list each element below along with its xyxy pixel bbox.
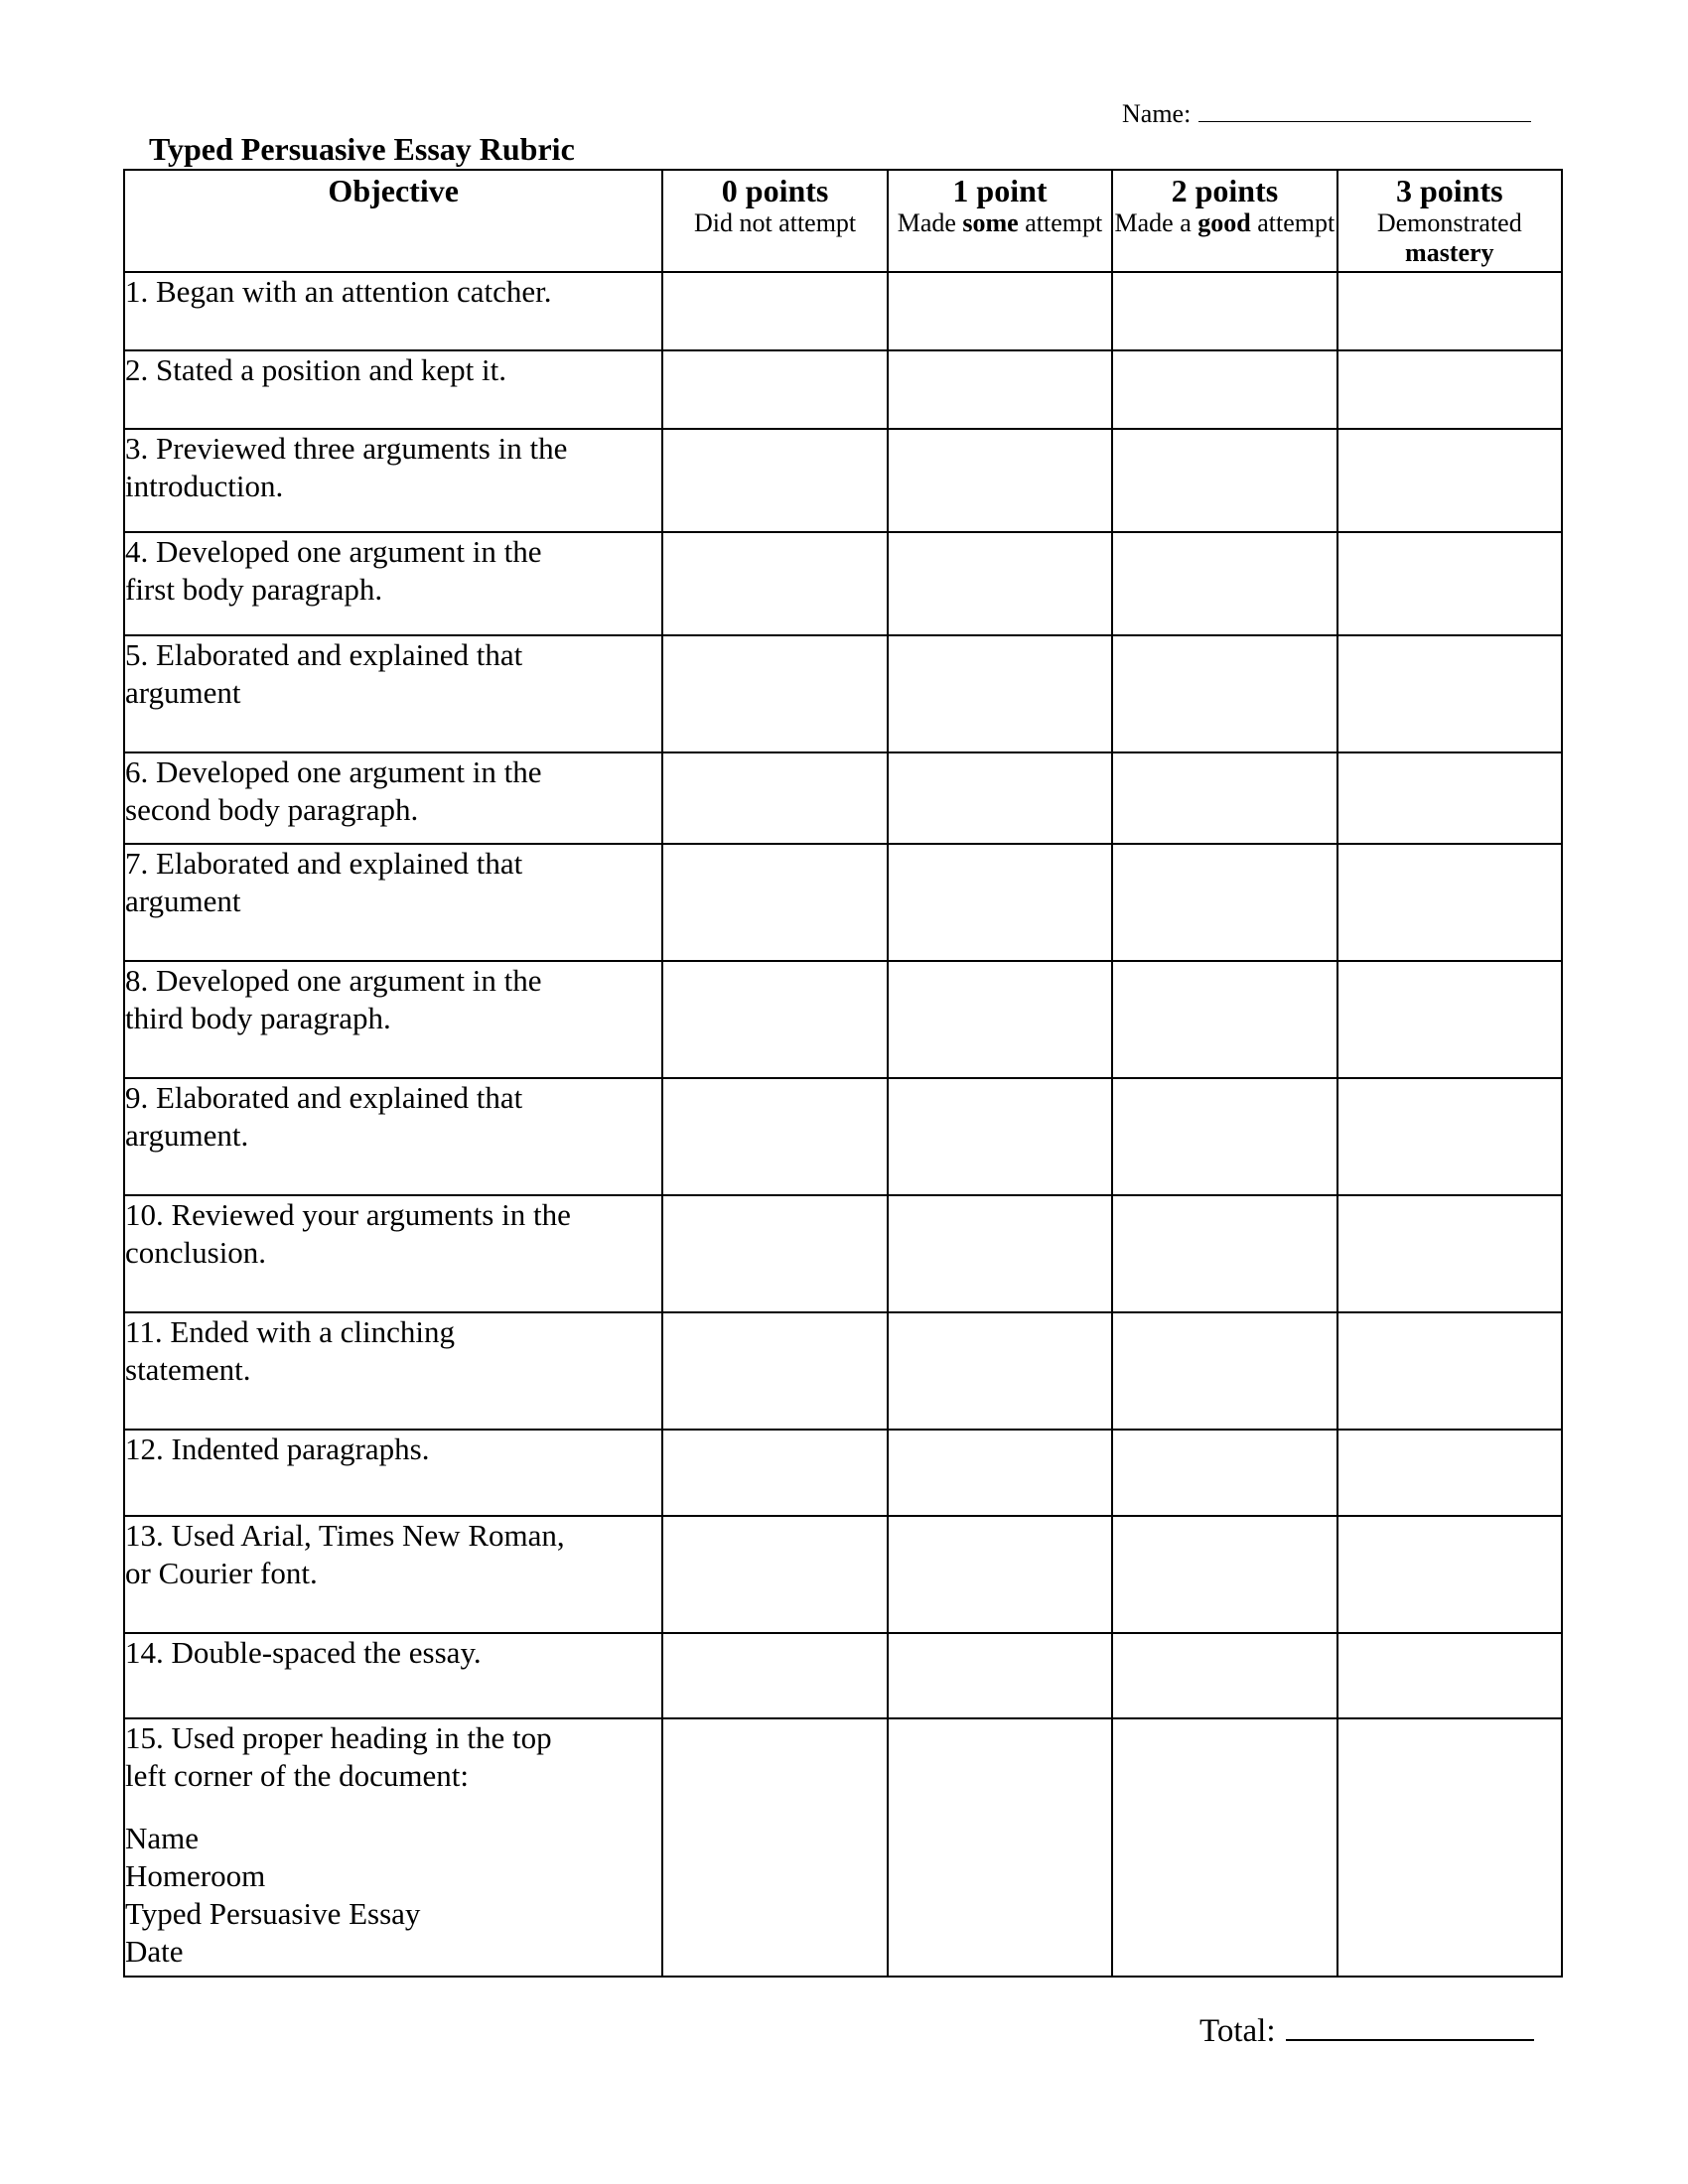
table-row (124, 1195, 1562, 1312)
score-cell-3-points[interactable] (1337, 1195, 1562, 1312)
score-cell-2-points[interactable] (1112, 635, 1336, 752)
score-cell-1-points[interactable] (888, 752, 1112, 844)
score-cell-2-points[interactable] (1112, 1718, 1336, 1977)
objective-text: Homeroom (125, 1858, 266, 1893)
score-cell-2-points[interactable] (1112, 272, 1336, 350)
score-cell-1-points[interactable] (888, 1718, 1112, 1977)
objective-cell (124, 961, 662, 1078)
score-cell-0-points[interactable] (662, 844, 887, 961)
score-cell-2-points[interactable] (1112, 961, 1336, 1078)
score-cell-0-points[interactable] (662, 1633, 887, 1718)
objective-cell (124, 1633, 662, 1718)
total-blank-line[interactable] (1286, 2013, 1534, 2041)
score-cell-3-points[interactable] (1337, 1312, 1562, 1430)
objective-text: 12. Indented paragraphs. (125, 1432, 430, 1466)
objective-text: 15. Used proper heading in the top (125, 1720, 552, 1755)
objective-text: conclusion. (125, 1235, 267, 1270)
score-cell-3-points[interactable] (1337, 429, 1562, 532)
objective-cell (124, 1078, 662, 1195)
column-description (1113, 208, 1336, 238)
description-emphasis: some (962, 208, 1019, 237)
objective-text: 14. Double-spaced the essay. (125, 1635, 482, 1670)
column-description (1338, 208, 1561, 268)
objective-cell (124, 844, 662, 961)
description-text: attempt (1018, 208, 1103, 237)
score-cell-1-points[interactable] (888, 1633, 1112, 1718)
objective-text: or Courier font. (125, 1556, 318, 1590)
score-cell-0-points[interactable] (662, 272, 887, 350)
column-title: 1 point (952, 173, 1048, 208)
objective-text: 5. Elaborated and explained that (125, 637, 523, 672)
score-cell-1-points[interactable] (888, 1430, 1112, 1516)
objective-cell (124, 272, 662, 350)
description-text: Made a (1114, 208, 1198, 237)
score-cell-1-points[interactable] (888, 1516, 1112, 1633)
score-cell-3-points[interactable] (1337, 1718, 1562, 1977)
table-row (124, 961, 1562, 1078)
score-cell-1-points[interactable] (888, 532, 1112, 635)
column-header-4 (1337, 170, 1562, 272)
score-cell-2-points[interactable] (1112, 350, 1336, 429)
objective-text: 8. Developed one argument in the (125, 963, 542, 998)
score-cell-0-points[interactable] (662, 1718, 887, 1977)
column-header-2 (888, 170, 1112, 272)
score-cell-2-points[interactable] (1112, 429, 1336, 532)
objective-text: 10. Reviewed your arguments in the (125, 1197, 571, 1232)
table-row (124, 752, 1562, 844)
objective-text: argument (125, 675, 241, 710)
table-row (124, 635, 1562, 752)
score-cell-3-points[interactable] (1337, 1078, 1562, 1195)
objective-text: 11. Ended with a clinching (125, 1314, 456, 1349)
score-cell-1-points[interactable] (888, 961, 1112, 1078)
description-emphasis: good (1197, 208, 1251, 237)
description-text: Made (897, 208, 963, 237)
table-row (124, 532, 1562, 635)
objective-text: Name (125, 1821, 200, 1855)
column-description (663, 208, 886, 238)
score-cell-3-points[interactable] (1337, 1633, 1562, 1718)
score-cell-0-points[interactable] (662, 1430, 887, 1516)
score-cell-0-points[interactable] (662, 350, 887, 429)
objective-text: second body paragraph. (125, 792, 419, 827)
score-cell-2-points[interactable] (1112, 1516, 1336, 1633)
objective-text: 6. Developed one argument in the (125, 754, 542, 789)
score-cell-0-points[interactable] (662, 532, 887, 635)
table-row (124, 350, 1562, 429)
objective-text: left corner of the document: (125, 1758, 470, 1793)
rubric-table (123, 169, 1563, 1978)
score-cell-1-points[interactable] (888, 635, 1112, 752)
score-cell-1-points[interactable] (888, 1312, 1112, 1430)
objective-cell (124, 1195, 662, 1312)
score-cell-2-points[interactable] (1112, 532, 1336, 635)
score-cell-3-points[interactable] (1337, 961, 1562, 1078)
objective-text: 3. Previewed three arguments in the (125, 431, 568, 466)
name-blank-line[interactable] (1198, 99, 1531, 122)
score-cell-0-points[interactable] (662, 635, 887, 752)
score-cell-0-points[interactable] (662, 752, 887, 844)
objective-text: 2. Stated a position and kept it. (125, 352, 507, 387)
column-header-3 (1112, 170, 1336, 272)
score-cell-2-points[interactable] (1112, 752, 1336, 844)
score-cell-0-points[interactable] (662, 1078, 887, 1195)
objective-text: argument (125, 884, 241, 918)
score-cell-3-points[interactable] (1337, 1516, 1562, 1633)
objective-text: 9. Elaborated and explained that (125, 1080, 523, 1115)
objective-cell (124, 635, 662, 752)
page-title: Typed Persuasive Essay Rubric (149, 131, 575, 167)
column-header-1 (662, 170, 887, 272)
score-cell-1-points[interactable] (888, 429, 1112, 532)
objective-text: introduction. (125, 469, 284, 503)
score-cell-2-points[interactable] (1112, 1430, 1336, 1516)
column-header-objective (124, 170, 662, 272)
objective-text: 4. Developed one argument in the (125, 534, 542, 569)
objective-cell (124, 1312, 662, 1430)
objective-text: Typed Persuasive Essay (125, 1896, 421, 1931)
description-text: attempt (1250, 208, 1336, 237)
objective-cell (124, 532, 662, 635)
total-field (1199, 2013, 1534, 2050)
column-title: Objective (328, 173, 459, 208)
score-cell-2-points[interactable] (1112, 1633, 1336, 1718)
objective-text: Date (125, 1934, 184, 1969)
table-row (124, 272, 1562, 350)
objective-cell (124, 752, 662, 844)
objective-text: 1. Began with an attention catcher. (125, 274, 552, 309)
objective-text: third body paragraph. (125, 1001, 391, 1035)
objective-cell (124, 1718, 662, 1977)
score-cell-3-points[interactable] (1337, 272, 1562, 350)
score-cell-0-points[interactable] (662, 1312, 887, 1430)
objective-cell (124, 429, 662, 532)
score-cell-3-points[interactable] (1337, 350, 1562, 429)
table-row (124, 1078, 1562, 1195)
column-title: 0 points (721, 173, 829, 208)
score-cell-0-points[interactable] (662, 1195, 887, 1312)
description-text: Demonstrated (1376, 208, 1522, 237)
objective-text: first body paragraph. (125, 572, 383, 607)
score-cell-1-points[interactable] (888, 1195, 1112, 1312)
objective-text: 13. Used Arial, Times New Roman, (125, 1518, 565, 1553)
score-cell-1-points[interactable] (888, 272, 1112, 350)
description-emphasis: mastery (1405, 238, 1494, 267)
table-row (124, 429, 1562, 532)
column-title: 3 points (1395, 173, 1503, 208)
objective-text: 7. Elaborated and explained that (125, 846, 523, 881)
score-cell-0-points[interactable] (662, 429, 887, 532)
table-row (124, 1312, 1562, 1430)
objective-cell (124, 1516, 662, 1633)
score-cell-0-points[interactable] (662, 1516, 887, 1633)
objective-cell (124, 350, 662, 429)
score-cell-3-points[interactable] (1337, 635, 1562, 752)
column-description (889, 208, 1111, 238)
table-row (124, 844, 1562, 961)
score-cell-1-points[interactable] (888, 350, 1112, 429)
rubric-body (124, 272, 1562, 1977)
score-cell-2-points[interactable] (1112, 1312, 1336, 1430)
score-cell-3-points[interactable] (1337, 752, 1562, 844)
score-cell-0-points[interactable] (662, 961, 887, 1078)
table-row (124, 1718, 1562, 1977)
table-row (124, 1633, 1562, 1718)
score-cell-1-points[interactable] (888, 1078, 1112, 1195)
objective-text: argument. (125, 1118, 249, 1153)
table-row (124, 1516, 1562, 1633)
score-cell-2-points[interactable] (1112, 1195, 1336, 1312)
header-row (124, 170, 1562, 272)
table-row (124, 1430, 1562, 1516)
objective-cell (124, 1430, 662, 1516)
score-cell-3-points[interactable] (1337, 844, 1562, 961)
score-cell-2-points[interactable] (1112, 1078, 1336, 1195)
objective-text: statement. (125, 1352, 251, 1387)
score-cell-1-points[interactable] (888, 844, 1112, 961)
name-field (1122, 99, 1531, 129)
description-text: Did not attempt (693, 208, 857, 237)
score-cell-3-points[interactable] (1337, 1430, 1562, 1516)
score-cell-2-points[interactable] (1112, 844, 1336, 961)
total-label: Total: (1199, 2013, 1276, 2049)
column-title: 2 points (1171, 173, 1279, 208)
name-label: Name: (1122, 99, 1192, 128)
score-cell-3-points[interactable] (1337, 532, 1562, 635)
